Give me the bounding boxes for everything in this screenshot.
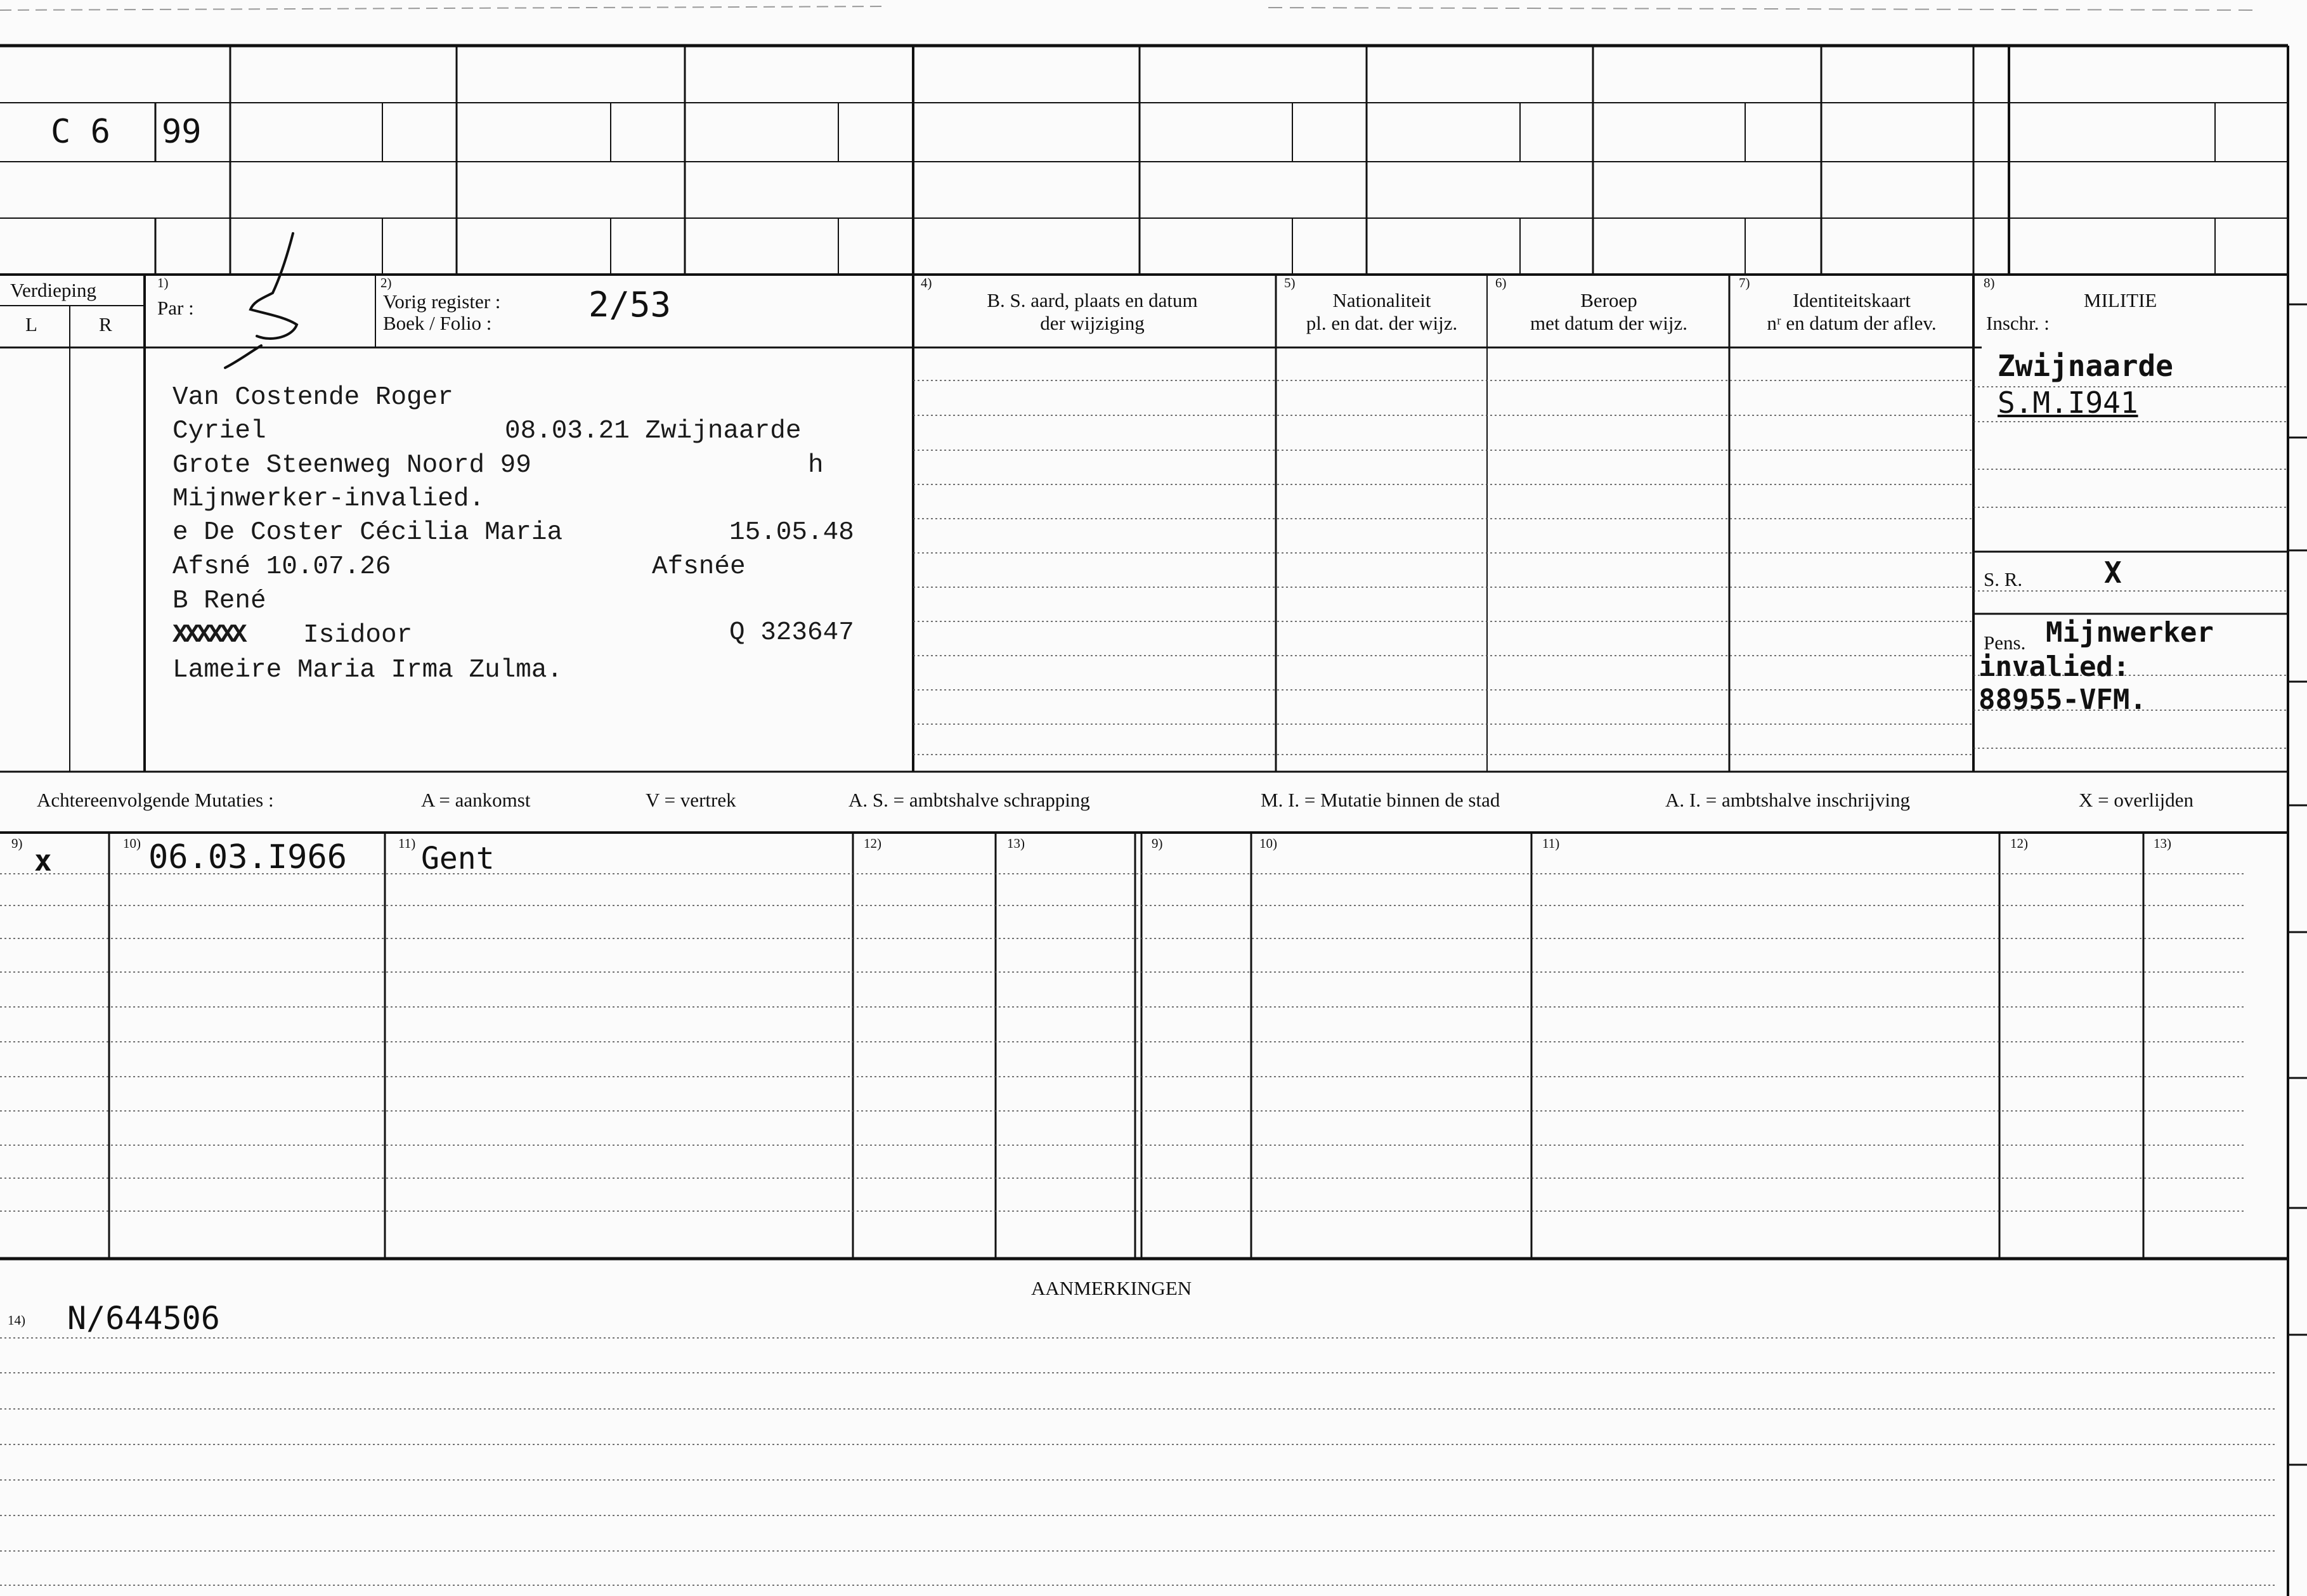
nationaliteit-heading-line1: Nationaliteit [1332,289,1431,311]
par-label: Par : [157,297,194,319]
address-mark: h [808,451,824,480]
struck-out-text: XXXXXX [172,621,244,650]
legend-title: Achtereenvolgende Mutaties : [37,789,274,811]
father-line: B René [172,587,266,616]
pens-line2: invalied: [1979,651,2130,683]
militie-heading: MILITIE [2084,289,2157,311]
spouse-birth: Afsné 10.07.26 [172,552,391,581]
address: Grote Steenweg Noord 99 [172,451,531,480]
legend-ai: A. I. = ambtshalve inschrijving [1665,789,1910,811]
identiteitskaart-heading-line1: Identiteitskaart [1793,289,1911,311]
field-number-1: 1) [157,275,169,290]
mutation-col-13b: 13) [2154,836,2171,851]
card-number: 99 [162,113,202,151]
nationaliteit-heading-line2: pl. en dat. der wijz. [1306,312,1458,334]
mutation-place: Gent [421,841,495,876]
mutation-col-9: 9) [11,836,23,851]
bs-heading-line1: B. S. aard, plaats en datum [987,289,1198,311]
field-number-8: 8) [1984,275,1995,290]
identiteitskaart-heading-line2: nʳ en datum der aflev. [1767,312,1937,334]
field-number-2: 2) [380,275,392,290]
mutation-col-9b: 9) [1152,836,1163,851]
mutation-col-13: 13) [1007,836,1025,851]
person-name: Van Costende Roger [172,383,453,412]
field-number-5: 5) [1284,275,1296,290]
vorig-register-value: 2/53 [588,285,672,325]
militie-sm: S.M.I941 [1998,386,2138,420]
sr-label: S. R. [1984,568,2023,590]
beroep-heading-line2: met datum der wijz. [1530,312,1687,334]
l-label: L [25,313,37,335]
field-number-7: 7) [1739,275,1750,290]
legend-x: X = overlijden [2079,789,2194,811]
boek-folio-label: Boek / Folio : [383,312,492,334]
mutation-col-12: 12) [864,836,881,851]
vorig-register-label: Vorig register : [383,290,501,313]
sr-value: X [2104,555,2122,590]
profession: Mijnwerker-invalied. [172,484,485,514]
legend-as: A. S. = ambtshalve schrapping [848,789,1090,811]
inschr-label: Inschr. : [1986,312,2050,334]
beroep-heading-line1: Beroep [1580,289,1637,311]
mutation-type: x [34,843,52,878]
mutation-col-10: 10) [123,836,141,851]
pens-line3: 88955-VFM. [1979,684,2147,716]
field-number-6: 6) [1495,275,1507,290]
legend-mi: M. I. = Mutatie binnen de stad [1261,789,1500,811]
legend-a: A = aankomst [421,789,531,811]
verdieping-label: Verdieping [10,279,97,301]
father-name: Isidoor [303,621,413,650]
remarks-field-number: 14) [8,1313,25,1328]
field-number-4: 4) [921,275,932,290]
pens-line1: Mijnwerker [2046,616,2214,649]
person-first-name: Cyriel [172,417,266,446]
mutation-col-10b: 10) [1259,836,1277,851]
card-code: C 6 [51,113,110,151]
reference-code: Q 323647 [729,618,854,647]
mother-name: Lameire Maria Irma Zulma. [172,656,563,685]
militie-place: Zwijnaarde [1998,349,2173,383]
remarks-title: AANMERKINGEN [1031,1277,1192,1299]
marriage-date: 15.05.48 [729,518,854,547]
birth-date-place: 08.03.21 Zwijnaarde [505,417,802,446]
bs-heading-line2: der wijziging [1040,312,1145,334]
legend-v: V = vertrek [646,789,736,811]
pens-label: Pens. [1984,632,2026,654]
mutation-col-11: 11) [398,836,416,851]
spouse-birth-place: Afsnée [652,552,746,581]
mutation-date: 06.03.I966 [148,838,348,876]
remarks-value: N/644506 [67,1300,220,1337]
r-label: R [99,313,112,335]
spouse-name: e De Coster Cécilia Maria [172,518,563,547]
mutation-col-11b: 11) [1542,836,1560,851]
mutation-col-12b: 12) [2010,836,2028,851]
